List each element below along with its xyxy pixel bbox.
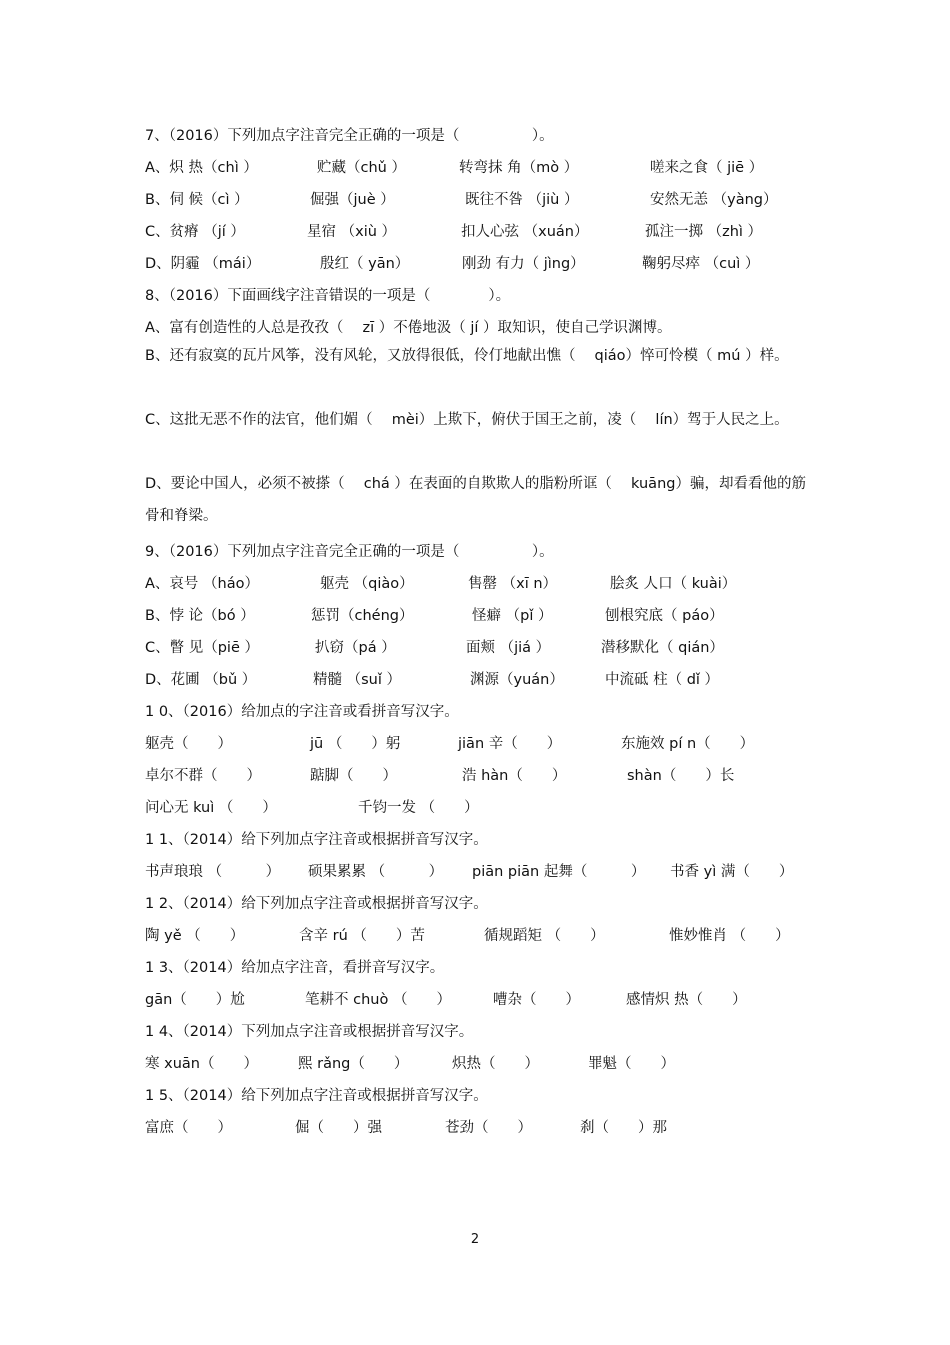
q9-d-item-2: 精髓 （suǐ ） [313, 672, 401, 688]
q7-d-item-3: 刚劲 有力（ jìng） [462, 256, 585, 272]
q9-c-item-4: 潜移默化（ qián） [601, 640, 724, 656]
q7-a-item-4: 嗟来之食（ jiē ） [650, 160, 764, 176]
q11-item-3: piān piān 起舞（ ） [472, 864, 646, 880]
page-number: 2 [470, 1232, 480, 1247]
q9-b-item-3: 怪癖 （pǐ ） [472, 608, 553, 624]
q9-d-item-4: 中流砥 柱（ dǐ ） [605, 672, 720, 688]
q9-a-item-1: A、哀号 （háo） [145, 576, 259, 592]
q9-c-item-2: 扒窃（pá ） [315, 640, 396, 656]
q8-option-b: B、还有寂寞的瓦片风筝，没有风轮，又放得很低，伶仃地献出憔（ qiáo）悴可怜模（ mú ）样。 [145, 348, 789, 364]
q14-item-1: 寒 xuān（ ） [145, 1056, 258, 1072]
q7-stem: 7、（2016）下列加点字注音完全正确的一项是（ ）。 [145, 128, 554, 144]
q7-b-item-3: 既往不咎 （jiù ） [465, 192, 579, 208]
q8-option-d: D、要论中国人，必须不被搽（ chá ）在表面的自欺欺人的脂粉所诓（ kuāng）骗，却看看他的筋骨和脊梁。 [145, 476, 806, 524]
q9-c-item-1: C、瞥 见（piē ） [145, 640, 259, 656]
q7-c-item-4: 孤注一掷 （zhì ） [645, 224, 763, 240]
q7-c-item-1: C、贫瘠 （jí ） [145, 224, 245, 240]
q7-c-item-3: 扣人心弦 （xuán） [461, 224, 589, 240]
q14-item-2: 熙 rǎng（ ） [298, 1056, 409, 1072]
q12-item-2: 含辛 rú （ ）苦 [299, 928, 425, 944]
q7-d-item-1: D、阴霾 （mái） [145, 256, 261, 272]
q8-stem: 8、（2016）下面画线字注音错误的一项是（ ）。 [145, 288, 511, 304]
q10-r3-item-1: 问心无 kuì （ ） [145, 800, 277, 816]
q10-r2-item-1: 卓尔不群（ ） [145, 768, 261, 784]
q13-item-3: 嘈杂（ ） [493, 992, 580, 1008]
q9-b-item-1: B、悖 论（bó ） [145, 608, 255, 624]
q10-r1-item-4: 东施效 pí n（ ） [621, 736, 755, 752]
q9-a-item-2: 躯壳 （qiào） [320, 576, 414, 592]
q9-c-item-3: 面颊 （jiá ） [466, 640, 551, 656]
q9-d-item-1: D、花圃 （bǔ ） [145, 672, 257, 688]
q9-a-item-4: 脍炙 人口（ kuài） [610, 576, 737, 592]
q14-stem: 1 4、（2014）下列加点字注音或根据拼音写汉字。 [145, 1024, 474, 1040]
q12-stem: 1 2、（2014）给下列加点字注音或根据拼音写汉字。 [145, 896, 488, 912]
q7-a-item-3: 转弯抹 角（mò ） [459, 160, 579, 176]
q9-b-item-2: 惩罚（chéng） [311, 608, 414, 624]
q13-item-4: 感情炽 热（ ） [626, 992, 747, 1008]
q10-r2-item-3: 浩 hàn（ ） [462, 768, 567, 784]
q11-item-1: 书声琅琅 （ ） [145, 864, 281, 880]
q13-item-1: gān（ ）尬 [145, 992, 245, 1008]
q10-stem: 1 0、（2016）给加点的字注音或看拼音写汉字。 [145, 704, 459, 720]
q15-item-3: 苍劲（ ） [445, 1120, 532, 1136]
q9-a-item-3: 售罄 （xī n） [468, 576, 558, 592]
q12-item-4: 惟妙惟肖 （ ） [669, 928, 790, 944]
q7-c-item-2: 星宿 （xiù ） [307, 224, 397, 240]
q10-r2-item-2: 踮脚（ ） [310, 768, 397, 784]
q7-b-item-1: B、伺 候（cì ） [145, 192, 249, 208]
q7-a-item-1: A、炽 热（chì ） [145, 160, 258, 176]
q9-b-item-4: 刨根究底（ páo） [605, 608, 724, 624]
q11-stem: 1 1、（2014）给下列加点字注音或根据拼音写汉字。 [145, 832, 488, 848]
q15-item-2: 倔（ ）强 [295, 1120, 382, 1136]
q15-item-1: 富庶（ ） [145, 1120, 232, 1136]
q11-item-4: 书香 yì 满（ ） [670, 864, 794, 880]
q12-item-1: 陶 yě （ ） [145, 928, 245, 944]
q11-item-2: 硕果累累 （ ） [308, 864, 444, 880]
q13-stem: 1 3、（2014）给加点字注音，看拼音写汉字。 [145, 960, 445, 976]
q15-stem: 1 5、（2014）给下列加点字注音或根据拼音写汉字。 [145, 1088, 488, 1104]
q7-b-item-4: 安然无恙 （yàng） [650, 192, 778, 208]
q8-option-a: A、富有创造性的人总是孜孜（ zī ）不倦地汲（ jí ）取知识，使自己学识渊博。 [145, 320, 672, 336]
q10-r1-item-1: 躯壳（ ） [145, 736, 232, 752]
q10-r3-item-2: 千钧一发 （ ） [358, 800, 479, 816]
q7-d-item-2: 殷红（ yān） [320, 256, 410, 272]
q10-r1-item-2: jū （ ）躬 [310, 736, 401, 752]
q12-item-3: 循规蹈矩 （ ） [484, 928, 605, 944]
q14-item-4: 罪魁（ ） [588, 1056, 675, 1072]
q8-option-c: C、这批无恶不作的法官，他们媚（ mèi）上欺下，俯伏于国王之前，凌（ lín）驾于人民之上。 [145, 412, 789, 428]
q7-d-item-4: 鞠躬尽瘁 （cuì ） [642, 256, 760, 272]
q7-b-item-2: 倔强（juè ） [310, 192, 395, 208]
q9-d-item-3: 渊源（yuán） [470, 672, 564, 688]
q15-item-4: 刹（ ）那 [580, 1120, 667, 1136]
q14-item-3: 炽热（ ） [452, 1056, 539, 1072]
q10-r1-item-3: jiān 辛（ ） [458, 736, 562, 752]
q7-a-item-2: 贮藏（chǔ ） [317, 160, 406, 176]
q9-stem: 9、（2016）下列加点字注音完全正确的一项是（ ）。 [145, 544, 554, 560]
q13-item-2: 笔耕不 chuò （ ） [305, 992, 451, 1008]
q10-r2-item-4: shàn（ ）长 [627, 768, 735, 784]
